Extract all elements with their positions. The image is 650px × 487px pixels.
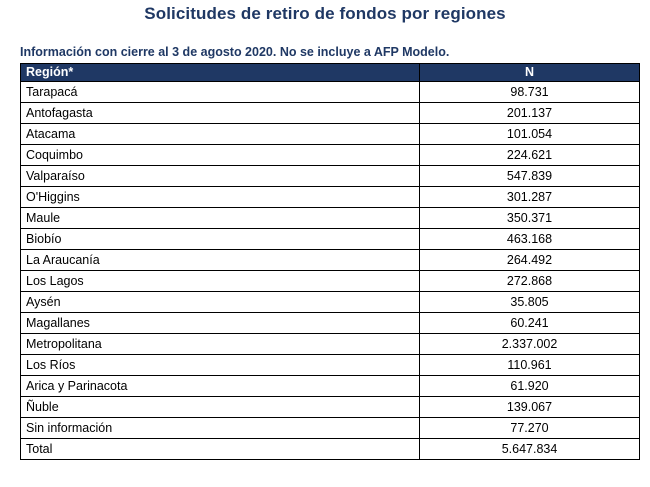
count-cell: 77.270 (420, 418, 640, 439)
region-cell: Tarapacá (21, 82, 420, 103)
regions-table (20, 63, 640, 460)
region-cell: Biobío (21, 229, 420, 250)
table-row (21, 271, 640, 292)
region-cell: Atacama (21, 124, 420, 145)
region-cell: Aysén (21, 292, 420, 313)
count-cell: 110.961 (420, 355, 640, 376)
count-cell: 61.920 (420, 376, 640, 397)
table-row (21, 82, 640, 103)
table-body (21, 82, 640, 460)
count-cell: 101.054 (420, 124, 640, 145)
column-header-region: Región* (21, 64, 420, 82)
table-row (21, 124, 640, 145)
count-cell: 60.241 (420, 313, 640, 334)
table-row (21, 187, 640, 208)
region-cell: O'Higgins (21, 187, 420, 208)
region-cell: Metropolitana (21, 334, 420, 355)
total-row (21, 439, 640, 460)
region-cell: Valparaíso (21, 166, 420, 187)
count-cell: 98.731 (420, 82, 640, 103)
table-row (21, 166, 640, 187)
count-cell: 201.137 (420, 103, 640, 124)
count-cell: 139.067 (420, 397, 640, 418)
table-row (21, 376, 640, 397)
table-row (21, 313, 640, 334)
count-cell: 35.805 (420, 292, 640, 313)
region-cell: Magallanes (21, 313, 420, 334)
region-cell: La Araucanía (21, 250, 420, 271)
table-row (21, 355, 640, 376)
region-cell: Total (21, 439, 420, 460)
table-row (21, 103, 640, 124)
count-cell: 224.621 (420, 145, 640, 166)
table-row (21, 229, 640, 250)
count-cell: 272.868 (420, 271, 640, 292)
region-cell: Antofagasta (21, 103, 420, 124)
column-header-n: N (420, 64, 640, 82)
table-row (21, 250, 640, 271)
region-cell: Ñuble (21, 397, 420, 418)
count-cell: 2.337.002 (420, 334, 640, 355)
table-row (21, 397, 640, 418)
table-row (21, 292, 640, 313)
count-cell: 264.492 (420, 250, 640, 271)
count-cell: 463.168 (420, 229, 640, 250)
count-cell: 5.647.834 (420, 439, 640, 460)
table-row (21, 145, 640, 166)
region-cell: Los Ríos (21, 355, 420, 376)
region-cell: Arica y Parinacota (21, 376, 420, 397)
table-subtitle: Información con cierre al 3 de agosto 2020. No se incluye a AFP Modelo. (20, 45, 450, 59)
table-header-row (21, 64, 640, 82)
count-cell: 350.371 (420, 208, 640, 229)
table-row (21, 208, 640, 229)
table-row (21, 418, 640, 439)
region-cell: Los Lagos (21, 271, 420, 292)
page-title: Solicitudes de retiro de fondos por regiones (144, 4, 506, 23)
region-cell: Coquimbo (21, 145, 420, 166)
count-cell: 301.287 (420, 187, 640, 208)
count-cell: 547.839 (420, 166, 640, 187)
region-cell: Sin información (21, 418, 420, 439)
table-row (21, 334, 640, 355)
region-cell: Maule (21, 208, 420, 229)
